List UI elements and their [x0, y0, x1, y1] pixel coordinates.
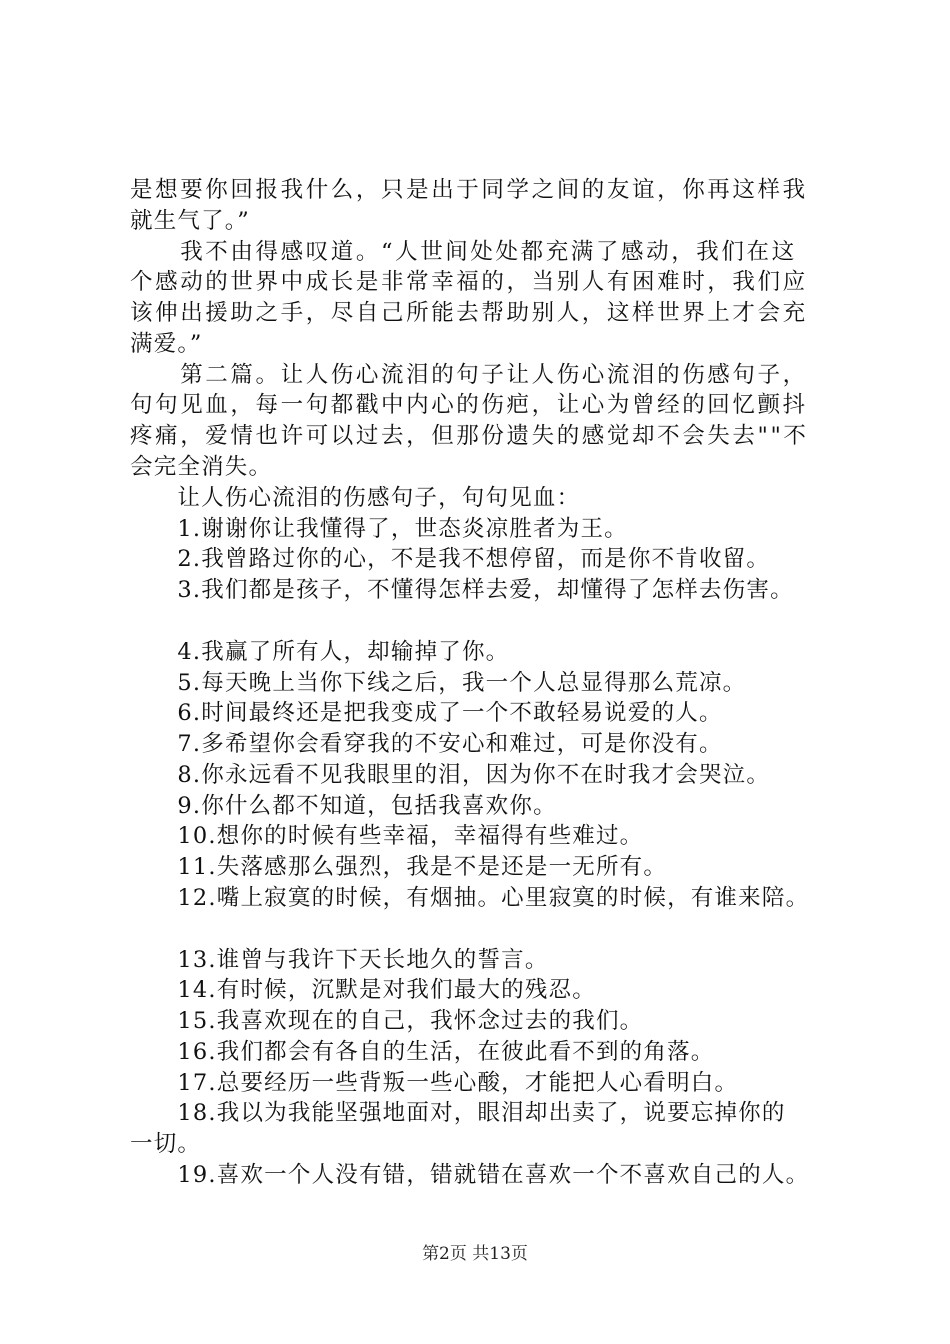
text-line: 疼痛，爱情也许可以过去，但那份遗失的感觉却不会失去""不	[130, 423, 809, 449]
list-item: 18.我以为我能坚强地面对，眼泪却出卖了，说要忘掉你的	[130, 1100, 786, 1126]
list-item: 11.失落感那么强烈，我是不是还是一无所有。	[130, 854, 668, 880]
list-item: 17.总要经历一些背叛一些心酸，才能把人心看明白。	[130, 1070, 739, 1096]
text-line: 第二篇。让人伤心流泪的句子让人伤心流泪的伤感句子，	[130, 362, 808, 388]
text-line: 我不由得感叹道。“人世间处处都充满了感动，我们在这	[130, 239, 797, 265]
text-line: 是想要你回报我什么，只是出于同学之间的友谊，你再这样我	[130, 177, 808, 203]
text-line: 让人伤心流泪的伤感句子，句句见血：	[130, 485, 581, 511]
text-line: 一切。	[130, 1131, 202, 1157]
list-item: 19.喜欢一个人没有错，错就错在喜欢一个不喜欢自己的人。	[130, 1162, 810, 1188]
list-item: 6.时间最终还是把我变成了一个不敢轻易说爱的人。	[130, 700, 723, 726]
list-item: 7.多希望你会看穿我的不安心和难过，可是你没有。	[130, 731, 723, 757]
list-item: 10.想你的时候有些幸福，幸福得有些难过。	[130, 823, 644, 849]
text-line: 个感动的世界中成长是非常幸福的，当别人有困难时，我们应	[130, 269, 808, 295]
text-line: 就生气了。”	[130, 208, 250, 234]
text-line: 句句见血，每一句都戳中内心的伤疤，让心为曾经的回忆颤抖	[130, 392, 808, 418]
list-item: 4.我赢了所有人，却输掉了你。	[130, 639, 510, 665]
page-number-footer: 第2页 共13页	[422, 1244, 528, 1264]
list-item: 13.谁曾与我许下天长地久的誓言。	[130, 947, 549, 973]
text-line: 该伸出援助之手，尽自己所能去帮助别人，这样世界上才会充	[130, 300, 808, 326]
list-item: 2.我曾路过你的心，不是我不想停留，而是你不肯收留。	[130, 546, 771, 572]
list-item: 1.谢谢你让我懂得了，世态炎凉胜者为王。	[130, 516, 628, 542]
list-item: 12.嘴上寂寞的时候，有烟抽。心里寂寞的时候，有谁来陪。	[130, 885, 810, 911]
list-item: 16.我们都会有各自的生活，在彼此看不到的角落。	[130, 1039, 715, 1065]
text-line: 满爱。”	[130, 331, 203, 357]
text-line: 会完全消失。	[130, 454, 273, 480]
list-item: 14.有时候，沉默是对我们最大的残忍。	[130, 977, 596, 1003]
list-item: 8.你永远看不见我眼里的泪，因为你不在时我才会哭泣。	[130, 762, 771, 788]
list-item: 5.每天晚上当你下线之后，我一个人总显得那么荒凉。	[130, 670, 747, 696]
list-item: 15.我喜欢现在的自己，我怀念过去的我们。	[130, 1008, 644, 1034]
list-item: 3.我们都是孩子，不懂得怎样去爱，却懂得了怎样去伤害。	[130, 577, 794, 603]
list-item: 9.你什么都不知道，包括我喜欢你。	[130, 793, 557, 819]
